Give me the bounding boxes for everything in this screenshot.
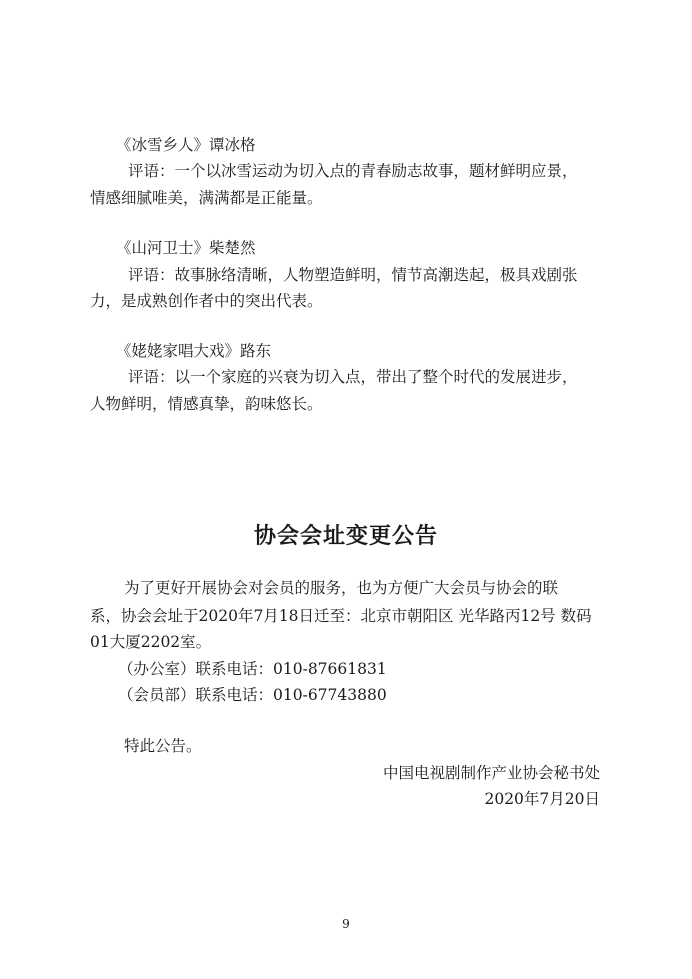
office-phone: （办公室）联系电话：010-87661831 [118, 660, 387, 678]
notice-title: 协会会址变更公告 [253, 523, 438, 549]
review-heading-2: 《山河卫士》柴楚然 [116, 239, 256, 257]
notice-paragraph-line3: 01大厦2202室。 [90, 633, 212, 651]
review-comment-1-line1: 评语：一个以冰雪运动为切入点的青春励志故事，题材鲜明应景， [128, 162, 578, 180]
review-comment-1-line2: 情感细腻唯美，满满都是正能量。 [90, 189, 323, 207]
signature: 中国电视剧制作产业协会秘书处 [382, 764, 600, 782]
page-number: 9 [342, 917, 350, 931]
notice-closing: 特此公告。 [124, 737, 202, 755]
review-heading-1: 《冰雪乡人》谭冰格 [116, 136, 256, 154]
review-comment-3-line1: 评语：以一个家庭的兴衰为切入点，带出了整个时代的发展进步， [128, 368, 578, 386]
review-heading-3: 《姥姥家唱大戏》路东 [116, 342, 272, 360]
notice-paragraph-line2: 系，协会会址于2020年7月18日迁至：北京市朝阳区 光华路丙12号 数码 [90, 607, 592, 625]
notice-date: 2020年7月20日 [484, 790, 600, 808]
member-phone: （会员部）联系电话：010-67743880 [118, 686, 387, 704]
review-comment-3-line2: 人物鲜明，情感真挚，韵味悠长。 [90, 395, 323, 413]
notice-paragraph-line1: 为了更好开展协会对会员的服务，也为方便广大会员与协会的联 [124, 579, 559, 597]
review-comment-2-line2: 力，是成熟创作者中的突出代表。 [90, 292, 323, 310]
review-comment-2-line1: 评语：故事脉络清晰，人物塑造鲜明，情节高潮迭起，极具戏剧张 [128, 266, 578, 284]
